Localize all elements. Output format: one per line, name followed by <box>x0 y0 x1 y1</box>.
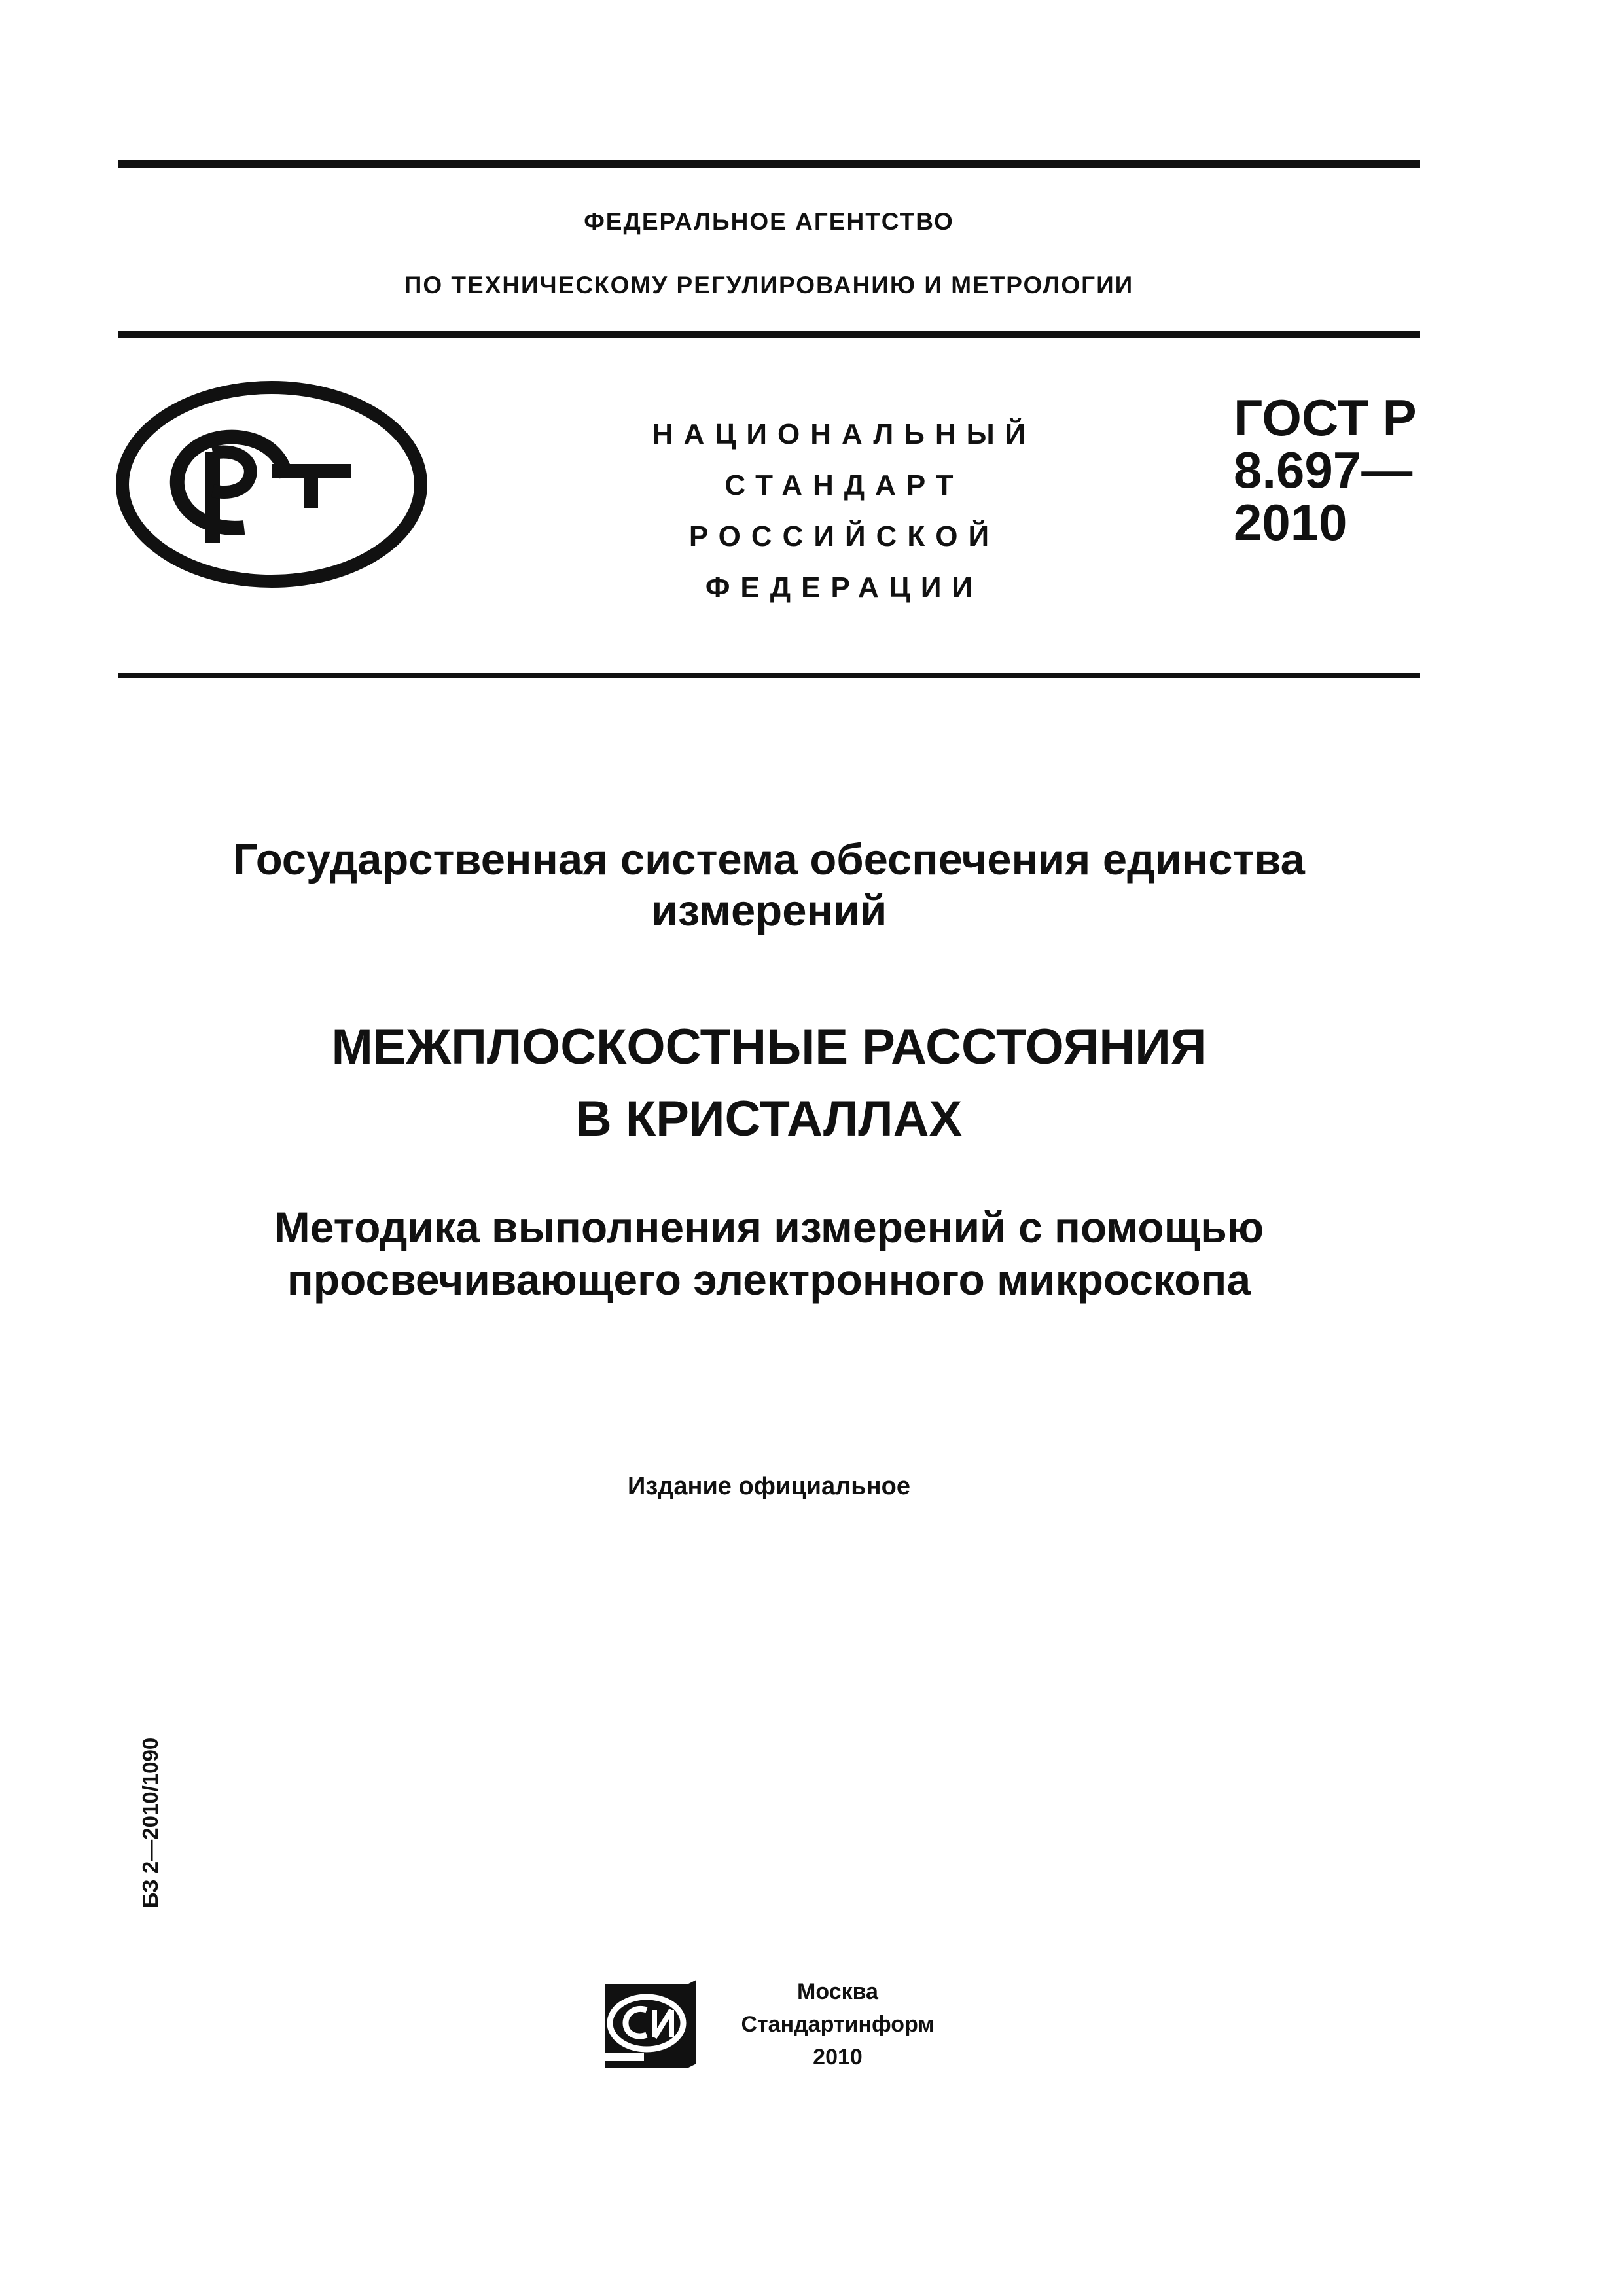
subtitle <box>118 1201 1420 1306</box>
standard-type-line-3: РОССИЙСКОЙ <box>688 520 1000 552</box>
agency-name-line-1: ФЕДЕРАЛЬНОЕ АГЕНТСТВО <box>584 208 954 235</box>
agency-name-line-2: ПО ТЕХНИЧЕСКОМУ РЕГУЛИРОВАНИЮ И МЕТРОЛОГИИ <box>404 272 1134 298</box>
series-title <box>118 834 1420 937</box>
subtitle-line-1: Методика выполнения измерений с помощью <box>274 1203 1264 1251</box>
subtitle-line-2: просвечивающего электронного микроскопа <box>287 1255 1251 1304</box>
gost-designation-line-1: ГОСТ Р <box>1234 389 1417 446</box>
header-top-rule <box>118 160 1420 168</box>
main-title-line-1: МЕЖПЛОСКОСТНЫЕ РАССТОЯНИЯ <box>331 1019 1207 1075</box>
standard-type-block <box>615 409 1073 613</box>
standartinform-logo-icon <box>601 1980 699 2073</box>
publisher-block <box>707 1975 969 2073</box>
series-title-line-1: Государственная система обеспечения единства <box>233 835 1305 884</box>
edition-label: Издание официальное <box>628 1473 910 1500</box>
publisher-year: 2010 <box>813 2045 863 2070</box>
main-title-line-2: В КРИСТАЛЛАХ <box>575 1091 963 1147</box>
header-bottom-rule <box>118 673 1420 678</box>
publisher-name: Стандартинформ <box>741 2012 935 2037</box>
bz-code: БЗ 2—2010/1090 <box>138 1737 162 1909</box>
main-title <box>118 1011 1420 1155</box>
rst-emblem-glyphs <box>177 437 351 543</box>
rst-emblem-icon <box>115 380 429 589</box>
series-title-line-2: измерений <box>651 886 887 935</box>
standard-type-line-4: ФЕДЕРАЦИИ <box>705 571 984 603</box>
gost-designation <box>1234 389 1417 551</box>
publisher-city: Москва <box>797 1979 878 2004</box>
gost-designation-line-3: 2010 <box>1234 493 1347 551</box>
standard-type-line-1: НАЦИОНАЛЬНЫЙ <box>652 418 1037 450</box>
header-middle-rule <box>118 331 1420 338</box>
standard-type-line-2: СТАНДАРТ <box>724 469 964 501</box>
gost-designation-line-2: 8.697— <box>1234 441 1413 499</box>
